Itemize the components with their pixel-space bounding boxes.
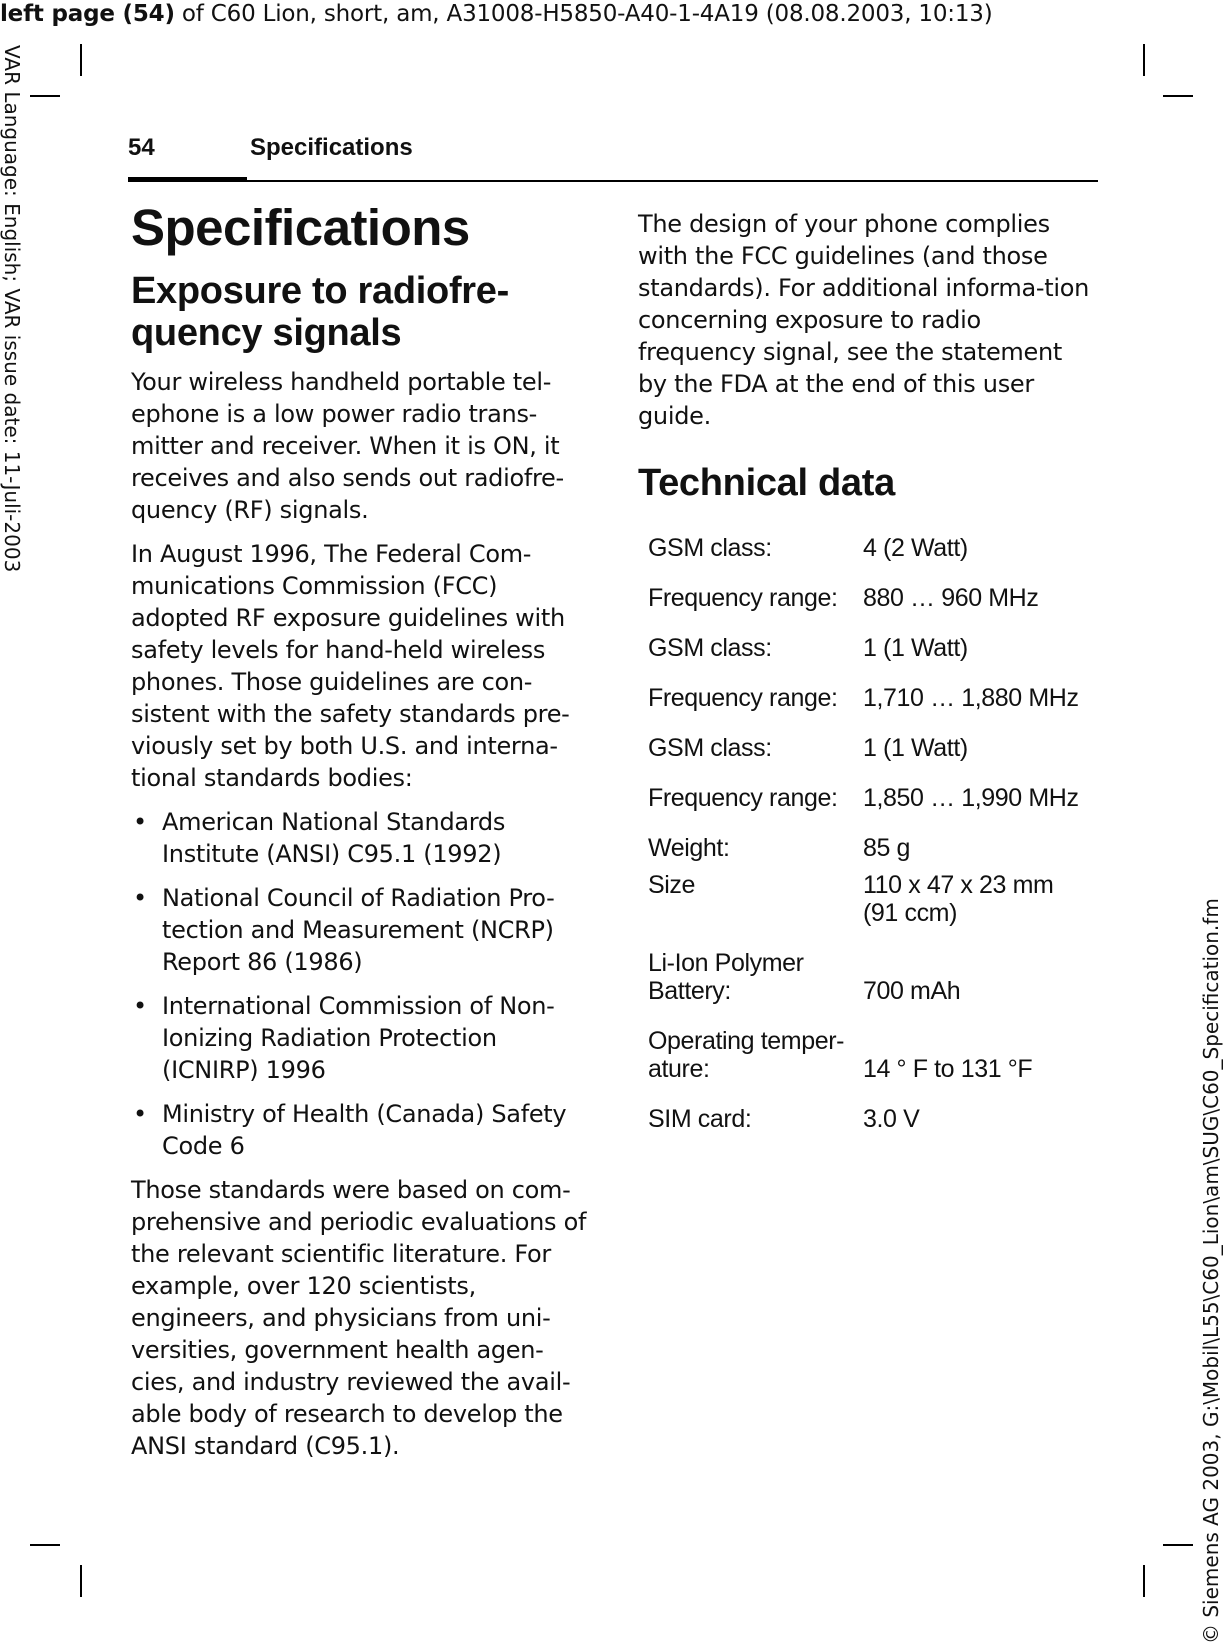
table-row bbox=[648, 927, 1093, 1005]
bullet-icon: • bbox=[133, 992, 147, 1020]
table-cell-label: Size bbox=[648, 871, 696, 899]
temperature-label-line2: ature: bbox=[648, 1055, 710, 1083]
paragraph-standards: Those standards were based on com-prehensive and periodic evaluations of the relevant scientific literature. For example, over 120 scientists, engineers, and physicians from uni-versities, government health agen-cies, and industry reviewed the avail-able body of research to develop the ANSI standard (C95.1). bbox=[131, 1176, 587, 1460]
crop-mark bbox=[30, 1544, 60, 1546]
list-item-text: Ministry of Health (Canada) Safety Code 6 bbox=[162, 1100, 567, 1160]
table-row bbox=[648, 612, 1093, 662]
table-row bbox=[648, 1005, 1093, 1083]
size-dimensions: 110 x 47 x 23 mm bbox=[863, 871, 1054, 899]
battery-label-line2: Battery: bbox=[648, 977, 731, 1005]
standards-list bbox=[131, 806, 591, 1162]
list-item bbox=[131, 882, 591, 978]
table-cell-value: 3.0 V bbox=[863, 1105, 920, 1133]
paragraph-design: The design of your phone complies with the FCC guidelines (and those standards). For additional informa-tion concerning exposure to radio frequency signal, see the statement by the FDA at the end of this user guide. bbox=[638, 210, 1090, 430]
table-row bbox=[648, 862, 1093, 927]
table-cell-label: Weight: bbox=[648, 834, 730, 862]
list-item-text: National Council of Radiation Pro-tection and Measurement (NCRP) Report 86 (1986) bbox=[162, 884, 555, 976]
side-text-right-label: © Siemens AG 2003, G:\Mobil\L55\C60_Lion\am\SUG\C60_Specification.fm bbox=[1199, 898, 1223, 1644]
crop-mark bbox=[80, 44, 82, 76]
table-cell-label: SIM card: bbox=[648, 1105, 752, 1133]
side-text-left-label: VAR Language: English; VAR issue date: 11-Juli-2003 bbox=[0, 45, 24, 573]
table-row bbox=[648, 512, 1093, 562]
crop-mark bbox=[1163, 95, 1193, 97]
page-header-title: Specifications bbox=[250, 134, 413, 161]
paragraph-intro: Your wireless handheld portable tel-ephone is a low power radio trans-mitter and receiver. When it is ON, it receives and also sends out radiofre-quency (RF) signals. bbox=[131, 368, 564, 524]
crop-mark bbox=[30, 95, 60, 97]
side-text-left bbox=[0, 45, 24, 635]
table-row bbox=[648, 562, 1093, 612]
list-item bbox=[131, 990, 591, 1086]
print-header-bold: left page (54) bbox=[0, 1, 175, 27]
print-header-line bbox=[0, 0, 1225, 28]
table-cell-label bbox=[648, 1005, 863, 1083]
table-cell-value: 700 mAh bbox=[863, 977, 961, 1005]
table-cell-value: 1 (1 Watt) bbox=[863, 734, 968, 762]
table-cell-value: 1 (1 Watt) bbox=[863, 634, 968, 662]
table-cell-value: 14 ° F to 131 °F bbox=[863, 1055, 1033, 1083]
table-cell-label: GSM class: bbox=[648, 734, 772, 762]
header-divider bbox=[128, 180, 1098, 182]
table-cell-label: Frequency range: bbox=[648, 584, 838, 612]
page-number: 54 bbox=[128, 134, 155, 161]
table-row bbox=[648, 1083, 1093, 1133]
technical-data-table bbox=[648, 512, 1093, 1133]
bullet-icon: • bbox=[133, 808, 147, 836]
page-title: Specifications bbox=[131, 199, 470, 256]
left-column bbox=[131, 198, 591, 1474]
table-cell-value: 1,710 … 1,880 MHz bbox=[863, 684, 1079, 712]
table-cell-label: GSM class: bbox=[648, 634, 772, 662]
table-row bbox=[648, 712, 1093, 762]
print-header-rest: of C60 Lion, short, am, A31008-H5850-A40-1-4A19 (08.08.2003, 10:13) bbox=[174, 1, 993, 27]
list-item-text: American National Standards Institute (ANSI) C95.1 (1992) bbox=[162, 808, 506, 868]
table-cell-label: GSM class: bbox=[648, 534, 772, 562]
size-volume: (91 ccm) bbox=[863, 899, 958, 927]
crop-mark bbox=[80, 1565, 82, 1597]
list-item bbox=[131, 806, 591, 870]
temperature-label-line1: Operating temper- bbox=[648, 1027, 845, 1055]
crop-mark bbox=[1143, 1565, 1145, 1597]
table-cell-label: Frequency range: bbox=[648, 684, 838, 712]
table-cell-label bbox=[648, 927, 863, 1005]
list-item-text: International Commission of Non-Ionizing Radiation Protection (ICNIRP) 1996 bbox=[162, 992, 555, 1084]
table-row bbox=[648, 662, 1093, 712]
table-row bbox=[648, 762, 1093, 812]
right-column bbox=[638, 208, 1098, 1133]
table-cell-value: 880 … 960 MHz bbox=[863, 584, 1039, 612]
table-cell-value: 85 g bbox=[863, 834, 911, 862]
section-heading-exposure: Exposure to radiofre-quency signals bbox=[131, 270, 509, 354]
battery-label-line1: Li-Ion Polymer bbox=[648, 949, 804, 977]
table-cell-value bbox=[863, 862, 1093, 927]
side-text-right bbox=[1199, 840, 1225, 1644]
crop-mark bbox=[1143, 44, 1145, 76]
paragraph-fcc: In August 1996, The Federal Com-munications Commission (FCC) adopted RF exposure guidelines with safety levels for hand-held wireless phones. Those guidelines are con-sistent with the safety standards pre-viously set by both U.S. and interna-tional standards bodies: bbox=[131, 540, 570, 792]
table-cell-value: 4 (2 Watt) bbox=[863, 534, 968, 562]
bullet-icon: • bbox=[133, 1100, 147, 1128]
section-heading-technical-data: Technical data bbox=[638, 462, 895, 504]
header-divider-accent bbox=[128, 177, 247, 182]
table-row bbox=[648, 812, 1093, 862]
bullet-icon: • bbox=[133, 884, 147, 912]
table-cell-value: 1,850 … 1,990 MHz bbox=[863, 784, 1079, 812]
list-item bbox=[131, 1098, 591, 1162]
table-cell-label: Frequency range: bbox=[648, 784, 838, 812]
crop-mark bbox=[1163, 1544, 1193, 1546]
